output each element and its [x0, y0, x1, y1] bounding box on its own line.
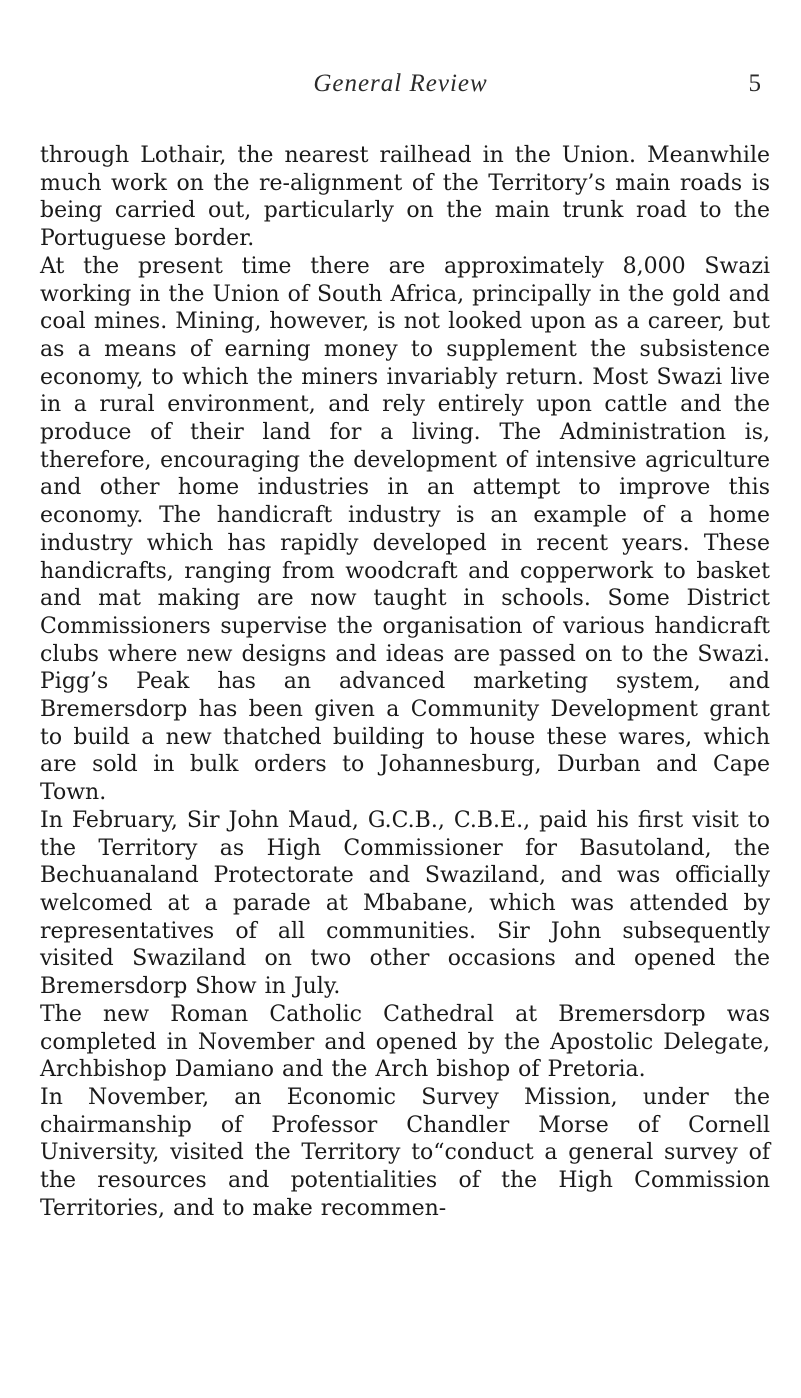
paragraph: The new Roman Catholic Cathedral at Bremersdorp was completed in November and opened by the Apostolic Delegate, Archbishop Damiano and the Arch bishop of Pretoria.	[40, 1001, 770, 1083]
paragraph: through Lothair, the nearest railhead in the Union. Meanwhile much work on the re-alignment of the Territory’s main roads is being carried out, particularly on the main trunk road to the Portuguese border.	[40, 143, 770, 252]
running-title: General Review	[313, 70, 488, 97]
running-head	[40, 70, 761, 106]
paragraph: In November, an Economic Survey Mission, under the chairmanship of Professor Chandler Morse of Cornell University, visited the Territory to“conduct a general survey of the resources and potentialities of the High Commission Territories, and to make recommen-	[40, 1084, 770, 1221]
paragraph: At the present time there are approximately 8,000 Swazi working in the Union of South Africa, principally in the gold and coal mines. Mining, however, is not looked upon as a career, but as a means of earning money to supplement the subsistence economy, to which the miners invariably return. Most Swazi live in a rural environment, and rely entirely upon cattle and the produce of their land for a living. The Administration is, therefore, encouraging the development of intensive agriculture and other home industries in an attempt to improve this economy. The handicraft industry is an example of a home industry which has rapidly developed in recent years. These handicrafts, ranging from woodcraft and copperwork to basket and mat making are now taught in schools. Some District Commissioners supervise the organisation of various handicraft clubs where new designs and ideas are passed on to the Swazi. Pigg’s Peak has an advanced marketing system, and Bremersdorp has been given a Community Development grant to build a new thatched building to house these wares, which are sold in bulk orders to Johannesburg, Durban and Cape Town.	[40, 253, 770, 806]
paragraph: In February, Sir John Maud, G.C.B., C.B.E., paid his first visit to the Territory as High Commissioner for Basutoland, the Bechuanaland Protectorate and Swaziland, and was officially welcomed at a parade at Mbabane, which was attended by representatives of all communities. Sir John subsequently visited Swaziland on two other occasions and opened the Bremersdorp Show in July.	[40, 807, 770, 1000]
body-text	[40, 142, 770, 1222]
page-number: 5	[748, 70, 761, 97]
